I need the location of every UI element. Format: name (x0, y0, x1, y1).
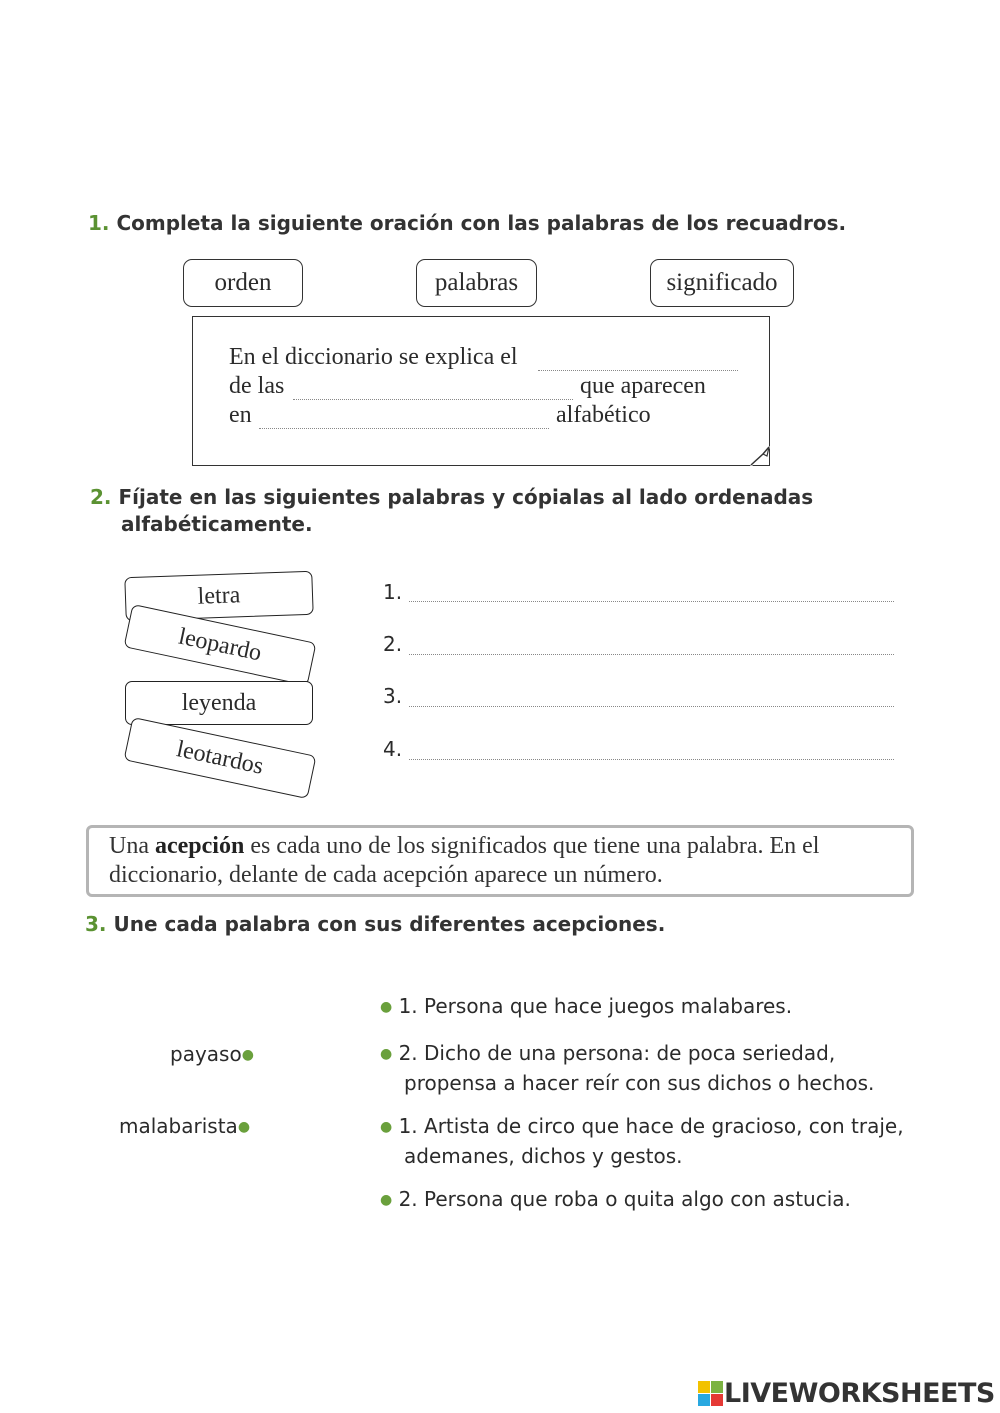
match-word-malabarista[interactable] (119, 1114, 250, 1138)
option-line-2: ademanes, dichos y gestos. (404, 1144, 683, 1168)
word-box-significado (650, 259, 794, 307)
liveworksheets-logo-icon (698, 1381, 724, 1407)
word-box-palabras (416, 259, 537, 307)
definition-line-2: diccionario, delante de cada acepción aparece un número. (109, 862, 663, 888)
definition-box (86, 825, 914, 897)
match-option-4[interactable] (380, 1186, 920, 1216)
option-line-1: 2. Persona que roba o quita algo con astucia. (398, 1187, 851, 1211)
match-option-1[interactable] (380, 993, 920, 1023)
word-card-leyenda (125, 681, 313, 725)
page-fold-icon (750, 446, 770, 466)
word-box-label: orden (214, 269, 272, 296)
option-line-1: 2. Dicho de una persona: de poca seriedad, (398, 1041, 836, 1065)
exercise-3-heading (85, 912, 665, 936)
answer-number-3: 3. (383, 684, 403, 708)
definition-bold-term: acepción (154, 833, 245, 859)
word-card-label: leopardo (176, 623, 264, 666)
definition-line-1 (109, 832, 911, 861)
exercise-3-number: 3. (85, 912, 107, 936)
word-card-label: leyenda (181, 689, 257, 716)
exercise-2-heading (90, 485, 813, 509)
sentence-line-3-end: alfabético (556, 402, 651, 428)
exercise-2-instruction-line-1: Fíjate en las siguientes palabras y cópialas al lado ordenadas (118, 485, 814, 509)
word-box-label: palabras (434, 269, 519, 296)
match-word-label: malabarista (119, 1114, 238, 1138)
match-word-label: payaso (170, 1042, 242, 1066)
option-line-2: propensa a hacer reír con sus dichos o hechos. (404, 1071, 875, 1095)
answer-field-4[interactable] (409, 741, 894, 760)
match-option-3[interactable] (380, 1113, 920, 1170)
exercise-1-instruction: Completa la siguiente oración con las palabras de los recuadros. (116, 211, 847, 235)
blank-field-1[interactable] (538, 352, 738, 371)
answer-field-1[interactable] (409, 583, 894, 602)
word-card-leotardos (123, 717, 316, 799)
match-dot-icon[interactable]: ● (380, 999, 393, 1015)
exercise-1-number: 1. (88, 211, 110, 235)
match-option-2[interactable] (380, 1040, 920, 1097)
match-dot-icon[interactable]: ● (237, 1119, 251, 1135)
answer-number-2: 2. (383, 632, 403, 656)
sentence-line-2-start: de las (229, 373, 285, 399)
option-line-1: 1. Persona que hace juegos malabares. (398, 994, 793, 1018)
match-dot-icon[interactable]: ● (380, 1192, 393, 1208)
exercise-2-number: 2. (90, 485, 112, 509)
blank-field-2[interactable] (293, 381, 573, 400)
definition-text-after: es cada uno de los significados que tiene una palabra. En el (250, 833, 820, 859)
word-card-label: letra (197, 581, 241, 610)
answer-field-3[interactable] (409, 688, 894, 707)
exercise-3-instruction: Une cada palabra con sus diferentes acepciones. (113, 912, 666, 936)
logo-text: LIVEWORKSHEETS (724, 1378, 995, 1409)
answer-field-2[interactable] (409, 636, 894, 655)
answer-number-1: 1. (383, 580, 403, 604)
sentence-line-2-end: que aparecen (580, 373, 706, 399)
sentence-line-1: En el diccionario se explica el (229, 344, 518, 370)
answer-number-4: 4. (383, 737, 403, 761)
sentence-line-3-start: en (229, 402, 252, 428)
option-line-1: 1. Artista de circo que hace de gracioso, con traje, (398, 1114, 904, 1138)
definition-text-before: Una (109, 833, 149, 859)
word-box-orden (183, 259, 303, 307)
match-word-payaso[interactable] (170, 1042, 254, 1066)
liveworksheets-logo (698, 1378, 995, 1409)
match-dot-icon[interactable]: ● (241, 1047, 254, 1063)
word-box-label: significado (666, 269, 778, 296)
exercise-1-heading (88, 211, 846, 235)
match-dot-icon[interactable]: ● (380, 1046, 393, 1062)
word-card-label: leotardos (174, 735, 266, 780)
blank-field-3[interactable] (259, 410, 549, 429)
exercise-2-instruction-line-2: alfabéticamente. (121, 512, 313, 536)
match-dot-icon[interactable]: ● (380, 1119, 393, 1135)
